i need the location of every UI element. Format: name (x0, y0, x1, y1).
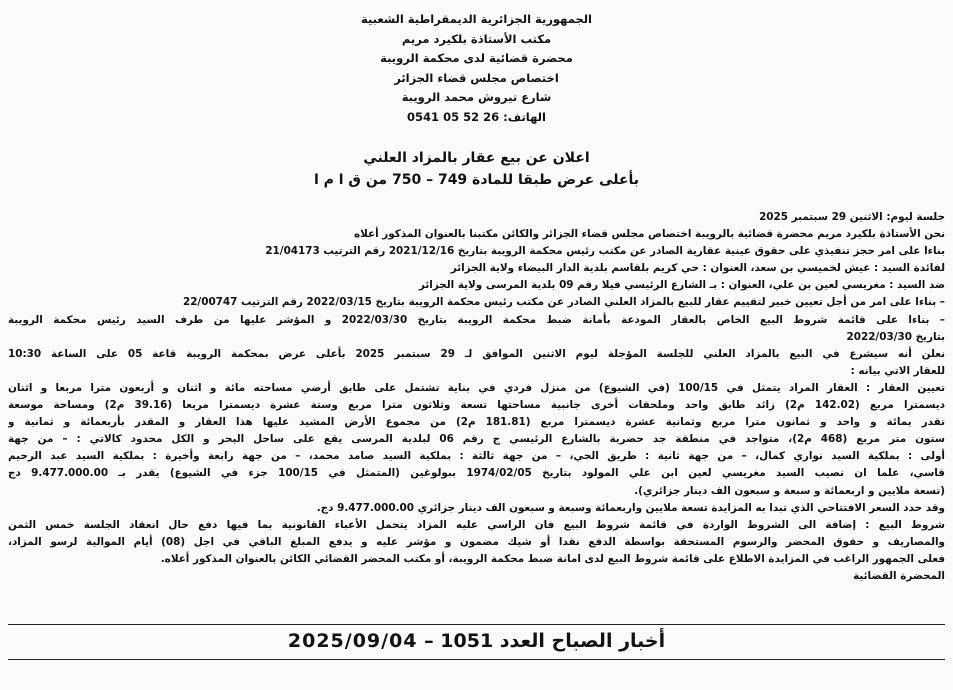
body-line: لفائدة السيد : عيش لخميسي بن سعد، العنوان : حي كريم بلقاسم بلدية الدار البيضاء ولاية الجزائر (450, 262, 945, 275)
body-line: تقدر بمائة و واحد و ثمانون مترا مربع وثمانية عشرة ديسمترا مربع (181.81 م2) من مجموع الأرض المشيد عليها هذا العقار و المقدر بأربعمائة و ثمانية و (8, 416, 945, 429)
body-line: – بناءا على قائمة شروط البيع الخاص بالعقار المودعة بأمانة ضبط محكمة الرويبة بتاريخ 2022/03/30 و المؤشر عليها من طرف السيد رئيس محكمة الرويبة (8, 313, 945, 326)
body-line: جلسة ليوم: الاثنين 29 سبتمبر 2025 (759, 211, 945, 223)
header-line-court: محضرة قضائية لدى محكمة الرويبة (380, 51, 573, 65)
body-line: أولى : بملكية السيد نواري كمال، – من جهة ثانية : طريق الحي، – من جهة ثالثة : بملكية السيد صامد محمد، – من جهة رابعة وأخيرة : بملكية السيد عبد الرحيم (8, 450, 945, 463)
body-line: تعيين العقار : العقار المراد يتمثل في 100/15 (في الشيوع) من منزل فردي في بناية تشتمل على طابق أرضي مساحته مائة و اثنان و أربعون مترا مربعا و اثنان (8, 381, 945, 394)
body-line: بناءا على امر حجز تنفيذي على حقوق عينية عقارية الصادر عن مكتب رئيس محكمة الرويبة بتاريخ 2021/12/16 رقم الترتيب 21/04173 (265, 245, 945, 258)
header-line-jurisdiction: اختصاص مجلس قضاء الجزائر (394, 70, 559, 85)
body-line: ديسمترا مربع (142.02 م2) زائد طابق واحد وملحقات أخرى جانبية مساحتها تسعة وثلاثون مترا مربع وستة عشرة ديسمترا مربعا (39.16 م2) ومساحة موسعة (8, 399, 945, 412)
footer-rule-bottom (8, 659, 945, 660)
body-line: نعلن أنه سيشرع في البيع بالمزاد العلني للجلسة المؤجلة ليوم الاثنين الموافق لـ 29 سبتمبر 2025 بأعلى عرض بمحكمة الرويبة قاعة 05 على الساعة 10:30 (8, 347, 945, 360)
signature-line: المحضرة القضائية (853, 569, 945, 582)
body-line: (تسعة ملايين و اربعمائة و سبعة و سبعون الف دينار جزائري). (634, 484, 945, 497)
bailiff-header (0, 10, 953, 127)
footer-rule-top (8, 624, 945, 625)
body-line: والمصاريف و حقوق المحضر والرسوم المستحقة بواسطة الدفع نقدا أو شيك مضمون و مؤشر عليه و يدفع المبلغ الباقي في اجل (08) أيام الموالية لرسو المزاد، (8, 535, 945, 548)
body-line: شروط البيع : إضافة الى الشروط الواردة في قائمة شروط البيع فان الراسي عليه المزاد يتحمل الأعباء القانونية بما فيها دفع حال انعقاد الجلسة خمس الثمن (8, 518, 945, 531)
body-line: وقد حدد السعر الافتتاحي الذي تبدا به المزايدة تسعة ملايين واربعمائة وسبعة و سبعون الف دينار جزائري 9.477.000.00 دج. (316, 501, 945, 514)
notice-title: اعلان عن بيع عقار بالمزاد العلني (363, 150, 590, 166)
header-line-phone: الهاتف: 26 52 05 0541 (407, 109, 546, 124)
body-line: للعقار الاتي بيانه : (850, 364, 945, 377)
publication-footer (0, 630, 953, 652)
publication-date: 2025/09/04 (287, 630, 418, 652)
publication-name: أخبار الصباح العدد 1051 – (424, 630, 666, 652)
header-line-office: مكتب الأستاذة بلكيرد مريم (401, 31, 552, 46)
body-line: ستون متر مربع (468 م2)، متواجد في منطقة جد حضرية بالشارع الرئيسي ج رقم 06 لبلدية المرسى يقع على ساحل البحر و الكل محدود كالاتي : – من جهة (8, 433, 945, 446)
body-line: قاسي، علما ان نصيب السيد مغريسي لعين ابن علي المولود بتاريخ 1974/02/05 ببولوغين (المتمثل في 100/15 جزء في الشيوع) يقدر بـ 9.477.000.00 دج (8, 467, 945, 480)
body-line: بتاريخ 2022/03/30 (846, 330, 945, 343)
header-line-republic: الجمهورية الجزائرية الديمقراطية الشعبية (360, 12, 592, 26)
body-line: ضد السيد : مغريسي لعين بن علي، العنوان : بـ الشارع الرئيسي فيلا رقم 09 بلدية المرسى ولاية الجزائر (418, 279, 945, 292)
body-line: نحن الأستاذة بلكيرد مريم محضرة قضائية بالرويبة اختصاص مجلس قضاء الجزائر والكائن مكتبنا بالعنوان المذكور أعلاه (353, 228, 945, 241)
notice-subtitle: بأعلى عرض طبقا للمادة 749 – 750 من ق ا م ا (313, 172, 640, 188)
header-line-address: شارع تيروش محمد الرويبة (401, 90, 552, 104)
body-line: – بناءا على امر من أجل تعيين خبير لتقييم عقار للبيع بالمزاد العلني الصادر عن مكتب رئيس محكمة الرويبة بتاريخ 2022/03/15 رقم الترتيب 22/00747 (182, 296, 945, 309)
notice-body (8, 209, 945, 585)
body-line: فعلى الجمهور الراغب في المزايدة الاطلاع على قائمة شروط البيع لدى امانة ضبط محكمة الرويبة، أو مكتب المحضر القضائي الكائن بالعنوان المذكور أعلاه. (160, 552, 945, 565)
